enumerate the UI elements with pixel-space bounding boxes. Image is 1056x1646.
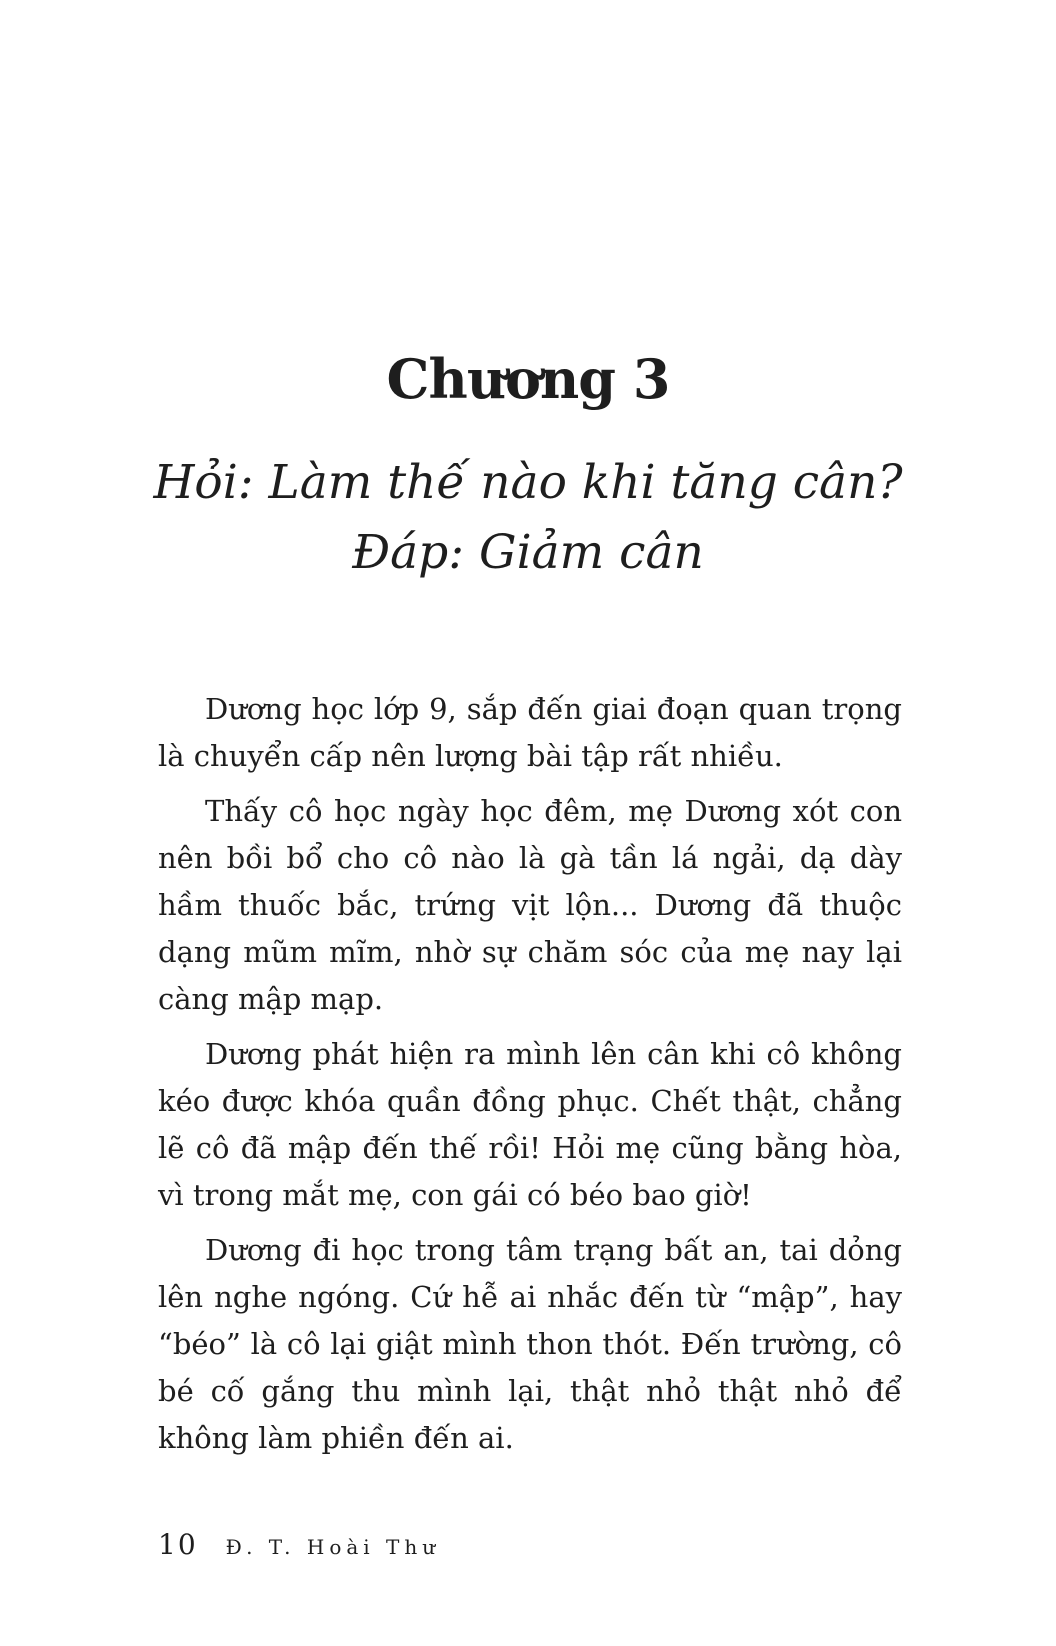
body-text (158, 686, 902, 1470)
page-number: 10 (158, 1528, 198, 1561)
running-author: Đ. T. Hoài Thư (225, 1535, 441, 1559)
paragraph: Thấy cô học ngày học đêm, mẹ Dương xót con nên bồi bổ cho cô nào là gà tần lá ngải, dạ dày hầm thuốc bắc, trứng vịt lộn... Dương đã thuộc dạng mũm mĩm, nhờ sự chăm sóc của mẹ nay lại càng mập mạp. (158, 794, 902, 1016)
page-footer (158, 1528, 440, 1561)
paragraph: Dương phát hiện ra mình lên cân khi cô không kéo được khóa quần đồng phục. Chết thật, chẳng lẽ cô đã mập đến thế rồi! Hỏi mẹ cũng bằng hòa, vì trong mắt mẹ, con gái có béo bao giờ! (158, 1037, 902, 1212)
chapter-subtitle-question: Hỏi: Làm thế nào khi tăng cân? (153, 455, 903, 510)
chapter-subtitle-answer: Đáp: Giảm cân (352, 525, 704, 580)
paragraph: Dương học lớp 9, sắp đến giai đoạn quan trọng là chuyển cấp nên lượng bài tập rất nhiều. (158, 692, 902, 773)
paragraph: Dương đi học trong tâm trạng bất an, tai dỏng lên nghe ngóng. Cứ hễ ai nhắc đến từ “mập”, hay “béo” là cô lại giật mình thon thót. Đến trường, cô bé cố gắng thu mình lại, thật nhỏ thật nhỏ để không làm phiền đến ai. (158, 1233, 902, 1455)
chapter-heading: Chương 3 (386, 347, 670, 411)
chapter-subtitle (0, 448, 1056, 588)
